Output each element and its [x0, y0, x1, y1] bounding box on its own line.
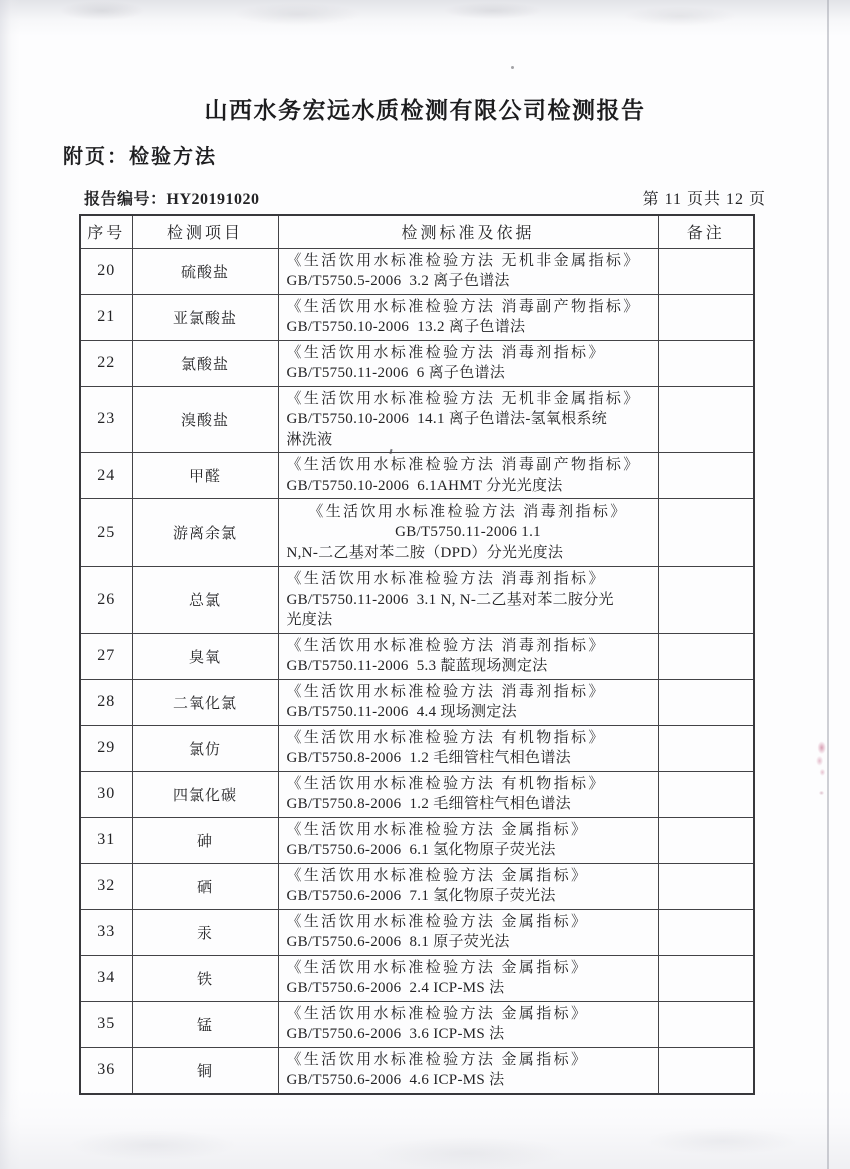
standard-line: GB/T5750.11-2006 1.1 [395, 524, 541, 541]
report-number-label: 报告编号： [84, 191, 167, 208]
row-number-cell: 31 [80, 817, 132, 863]
table-row [80, 633, 754, 679]
remark-cell [658, 863, 754, 909]
remark-cell [658, 567, 754, 634]
remark-cell [658, 817, 754, 863]
report-number [84, 186, 260, 209]
appendix-subtitle: 附页：检验方法 [63, 146, 217, 168]
remark-cell [658, 453, 754, 499]
row-number-cell: 20 [80, 248, 132, 294]
table-row [80, 725, 754, 771]
standard-line: GB/T5750.11-2006 4.4 现场测定法 [286, 704, 517, 720]
row-number-cell: 29 [80, 725, 132, 771]
scanner-edge-line [827, 0, 829, 1169]
test-item-cell: 臭氧 [132, 633, 278, 679]
column-header: 备注 [658, 215, 754, 248]
row-number-cell: 32 [80, 863, 132, 909]
test-item-cell: 氯酸盐 [132, 340, 278, 386]
standard-line: 《生活饮用水标准检验方法 消毒剂指标》 [286, 571, 606, 587]
scan-top-shadow [0, 0, 850, 36]
standard-cell [278, 453, 658, 499]
standard-line: 《生活饮用水标准检验方法 金属指标》 [286, 1051, 589, 1068]
row-number-cell: 23 [80, 386, 132, 453]
test-methods-table [79, 214, 755, 1095]
standard-cell [278, 499, 658, 567]
remark-cell [658, 955, 754, 1001]
standard-line: GB/T5750.8-2006 1.2 毛细管柱气相色谱法 [286, 796, 571, 812]
report-number-value: HY20191020 [166, 191, 260, 208]
row-number-cell: 36 [80, 1047, 132, 1094]
remark-cell [658, 499, 754, 567]
remark-cell [658, 909, 754, 955]
page-indicator: 第 11 页共 12 页 [642, 191, 766, 208]
standard-cell [278, 567, 658, 634]
row-number-cell: 28 [80, 679, 132, 725]
report-title: 山西水务宏远水质检测有限公司检测报告 [204, 98, 646, 123]
test-item-cell: 汞 [132, 909, 278, 955]
remark-cell [658, 386, 754, 453]
standard-cell [278, 679, 658, 725]
row-number-cell: 33 [80, 909, 132, 955]
table-row [80, 248, 754, 294]
standard-line: GB/T5750.6-2006 3.6 ICP-MS 法 [286, 1026, 505, 1042]
scan-speck [511, 66, 514, 69]
standard-line: GB/T5750.10-2006 14.1 离子色谱法-氢氧根系统 [286, 411, 608, 427]
remark-cell [658, 340, 754, 386]
remark-cell [658, 1001, 754, 1047]
table-row [80, 453, 754, 499]
standard-line: GB/T5750.6-2006 8.1 原子荧光法 [286, 934, 510, 950]
remark-cell [658, 679, 754, 725]
standard-line: N,N-二乙基对苯二胺（DPD）分光光度法 [286, 544, 564, 561]
standard-line: GB/T5750.6-2006 2.4 ICP-MS 法 [286, 980, 505, 996]
row-number-cell: 26 [80, 567, 132, 634]
table-row [80, 340, 754, 386]
standard-line: 《生活饮用水标准检验方法 金属指标》 [286, 867, 589, 884]
remark-cell [658, 1047, 754, 1094]
test-item-cell: 游离余氯 [132, 499, 278, 567]
standard-line: 《生活饮用水标准检验方法 消毒剂指标》 [286, 344, 606, 361]
standard-cell [278, 386, 658, 453]
standard-line: 《生活饮用水标准检验方法 消毒剂指标》 [286, 637, 606, 654]
standard-line: GB/T5750.6-2006 7.1 氢化物原子荧光法 [286, 888, 556, 904]
standard-line: GB/T5750.10-2006 6.1AHMT 分光光度法 [286, 477, 563, 494]
table-row [80, 294, 754, 340]
remark-cell [658, 771, 754, 817]
standard-line: 《生活饮用水标准检验方法 有机物指标》 [286, 775, 606, 792]
standard-line: GB/T5750.6-2006 4.6 ICP-MS 法 [286, 1072, 505, 1088]
standard-cell [278, 1047, 658, 1094]
red-ink-smudge [814, 738, 828, 782]
column-header: 检测项目 [132, 215, 278, 248]
row-number-cell: 25 [80, 499, 132, 567]
table-body [80, 248, 754, 1094]
table-row [80, 1047, 754, 1094]
row-number-cell: 22 [80, 340, 132, 386]
meta-row [84, 186, 766, 209]
row-number-cell: 24 [80, 453, 132, 499]
row-number-cell: 34 [80, 955, 132, 1001]
standard-line: GB/T5750.6-2006 6.1 氢化物原子荧光法 [286, 842, 556, 858]
table-row [80, 863, 754, 909]
standard-line: 《生活饮用水标准检验方法 金属指标》 [286, 913, 589, 930]
test-item-cell: 砷 [132, 817, 278, 863]
standard-cell [278, 294, 658, 340]
standard-line: 《生活饮用水标准检验方法 金属指标》 [286, 1005, 589, 1022]
standard-line: 《生活饮用水标准检验方法 消毒剂指标》 [308, 503, 628, 520]
standard-line: GB/T5750.11-2006 3.1 N, N-二乙基对苯二胺分光 [286, 591, 614, 608]
row-number-cell: 35 [80, 1001, 132, 1047]
test-item-cell: 铜 [132, 1047, 278, 1094]
standard-line: GB/T5750.10-2006 13.2 离子色谱法 [286, 319, 526, 335]
standard-line: 《生活饮用水标准检验方法 消毒剂指标》 [286, 683, 606, 700]
test-item-cell: 四氯化碳 [132, 771, 278, 817]
table-row [80, 771, 754, 817]
standard-cell [278, 863, 658, 909]
test-item-cell: 铁 [132, 955, 278, 1001]
remark-cell [658, 633, 754, 679]
table-row [80, 567, 754, 634]
test-item-cell: 氯仿 [132, 725, 278, 771]
standard-cell [278, 1001, 658, 1047]
standard-cell [278, 633, 658, 679]
standard-cell [278, 955, 658, 1001]
remark-cell [658, 725, 754, 771]
standard-cell [278, 771, 658, 817]
test-item-cell: 硫酸盐 [132, 248, 278, 294]
table-row [80, 499, 754, 567]
scan-bottom-shadow [0, 1089, 850, 1169]
standard-line: GB/T5750.11-2006 5.3 靛蓝现场测定法 [286, 658, 548, 674]
column-header: 检测标准及依据 [278, 215, 658, 248]
header-row [80, 215, 754, 248]
row-number-cell: 27 [80, 633, 132, 679]
standard-line: 《生活饮用水标准检验方法 无机非金属指标》 [286, 252, 641, 269]
table-row [80, 1001, 754, 1047]
row-number-cell: 30 [80, 771, 132, 817]
standard-line: 《生活饮用水标准检验方法 消毒副产物指标》 [286, 298, 641, 315]
table-row [80, 817, 754, 863]
standard-cell [278, 340, 658, 386]
test-item-cell: 亚氯酸盐 [132, 294, 278, 340]
column-header: 序号 [80, 215, 132, 248]
test-item-cell: 总氯 [132, 567, 278, 634]
standard-cell [278, 725, 658, 771]
standard-line: 淋洗液 [286, 431, 333, 448]
standard-line: 《生活饮用水标准检验方法 无机非金属指标》 [286, 390, 641, 407]
standard-line: 《生活饮用水标准检验方法 消毒副产物指标》 [286, 457, 641, 473]
table-row [80, 386, 754, 453]
standard-line: GB/T5750.5-2006 3.2 离子色谱法 [286, 273, 510, 289]
standard-cell [278, 248, 658, 294]
test-item-cell: 硒 [132, 863, 278, 909]
red-ink-dot [818, 790, 825, 796]
standard-cell [278, 817, 658, 863]
test-item-cell: 二氧化氯 [132, 679, 278, 725]
table-row [80, 679, 754, 725]
table-row [80, 955, 754, 1001]
table-header [80, 215, 754, 248]
test-item-cell: 溴酸盐 [132, 386, 278, 453]
remark-cell [658, 248, 754, 294]
standard-line: 《生活饮用水标准检验方法 金属指标》 [286, 821, 589, 838]
scan-left-shadow [0, 0, 20, 1169]
remark-cell [658, 294, 754, 340]
standard-line: GB/T5750.11-2006 6 离子色谱法 [286, 365, 506, 381]
test-item-cell: 锰 [132, 1001, 278, 1047]
standard-cell [278, 909, 658, 955]
standard-line: GB/T5750.8-2006 1.2 毛细管柱气相色谱法 [286, 750, 571, 766]
standard-line: 《生活饮用水标准检验方法 金属指标》 [286, 959, 589, 976]
test-item-cell: 甲醛 [132, 453, 278, 499]
standard-line: 光度法 [286, 612, 333, 628]
table-row [80, 909, 754, 955]
row-number-cell: 21 [80, 294, 132, 340]
standard-line: 《生活饮用水标准检验方法 有机物指标》 [286, 729, 606, 746]
